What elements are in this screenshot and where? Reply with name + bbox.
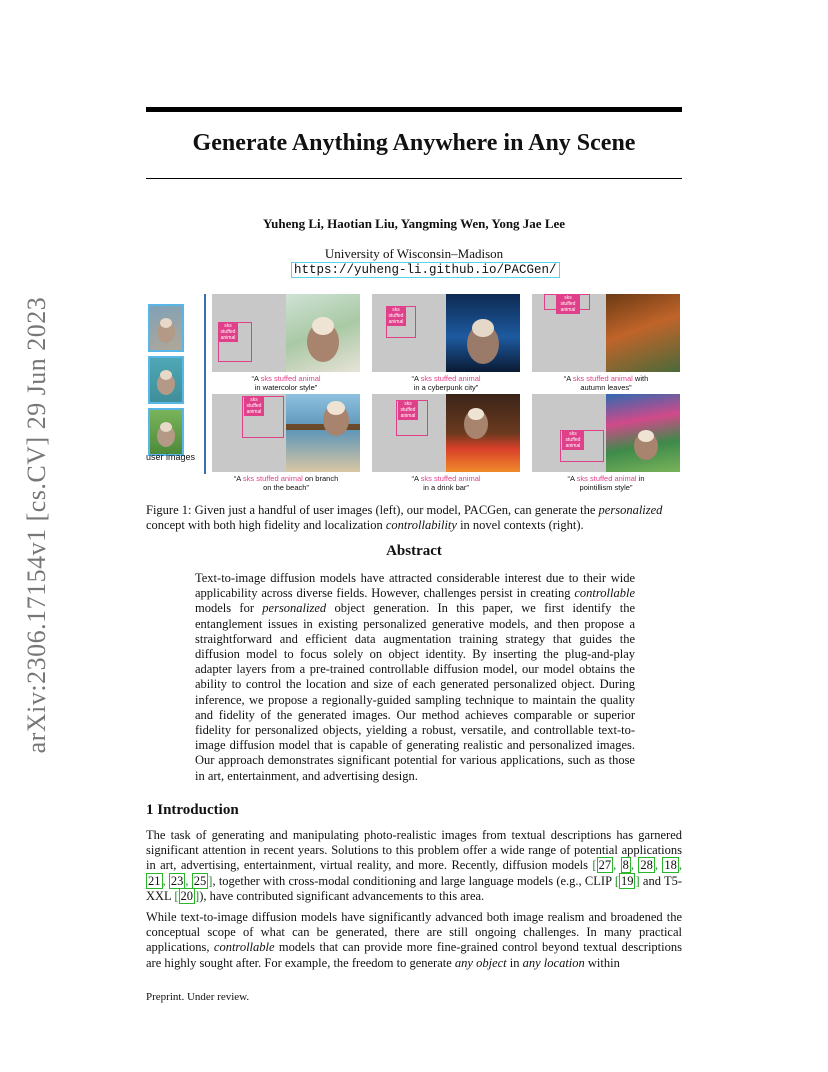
figure-1-caption: Figure 1: Given just a handful of user images (left), our model, PACGen, can generate the personalized concept with both high fidelity and localization controllability in novel contexts (right). <box>146 503 663 532</box>
box-tag: sks stuffed animal <box>398 400 418 420</box>
citation-link[interactable]: 21 <box>148 873 161 888</box>
section-heading-introduction: 1 Introduction <box>146 802 239 818</box>
box-tag: sks stuffed animal <box>386 306 406 326</box>
citation-link[interactable]: 8 <box>622 858 629 873</box>
layout-canvas <box>372 294 446 372</box>
author-list: Yuheng Li, Haotian Liu, Yangming Wen, Yong Jae Lee <box>262 216 566 231</box>
citation-link[interactable]: 19 <box>620 873 634 888</box>
box-tag: sks stuffed animal <box>556 294 580 314</box>
title-top-rule <box>146 107 682 112</box>
figure-caption-text: “A sks stuffed animal in a drink bar” <box>411 474 481 492</box>
box-tag: sks stuffed animal <box>244 396 264 416</box>
figure-cell-autumn <box>532 294 680 394</box>
figure-caption-text: “A sks stuffed animal in pointillism style” <box>567 474 645 492</box>
figure-1 <box>146 294 682 494</box>
citation-link[interactable]: 18 <box>664 858 677 873</box>
sloth-icon <box>446 394 520 472</box>
project-url-link[interactable]: https://yuheng-li.github.io/PACGen/ <box>291 262 560 278</box>
sloth-icon <box>446 294 520 372</box>
abstract-heading: Abstract <box>386 543 442 559</box>
figure-caption-text: “A sks stuffed animal in watercolor style” <box>251 374 321 392</box>
generated-image <box>606 394 680 472</box>
user-image-2 <box>148 356 184 404</box>
citation-link[interactable]: 20 <box>180 888 194 903</box>
figure-cell-pointillism <box>532 394 680 494</box>
citation-link[interactable]: 23 <box>170 873 184 888</box>
citation-link[interactable]: 28 <box>640 858 653 873</box>
figure-cell-watercolor <box>212 294 360 394</box>
sloth-icon <box>150 306 182 350</box>
footer-note: Preprint. Under review. <box>146 991 250 1003</box>
sloth-icon <box>286 294 360 372</box>
generated-image <box>446 294 520 372</box>
citation-group: [ 27 , 8 , 28 , 18 , 21 , 23 , 25 ] <box>148 858 683 888</box>
arxiv-identifier: arXiv:2306.17154v1 [cs.CV] 29 Jun 2023 <box>22 296 51 754</box>
intro-paragraph-2: While text-to-image diffusion models have significantly advanced both image realism and broadened the conceptual scope of what can be generated, there are still ongoing challenges. In many practical applications, controllable models that can provide more fine-grained control beyond textual descriptions are highly sought after. For example, the freedom to generate any object in any location within <box>146 910 682 970</box>
figure-caption-text: “A sks stuffed animal with autumn leaves” <box>563 374 649 392</box>
generated-image <box>606 294 680 372</box>
generated-image <box>286 394 360 472</box>
layout-canvas <box>532 394 606 472</box>
box-tag: sks stuffed animal <box>218 322 238 342</box>
user-images-label: user images <box>146 452 196 462</box>
paper-title: Generate Anything Anywhere in Any Scene <box>192 130 636 156</box>
user-image-3 <box>148 408 184 456</box>
layout-canvas <box>532 294 606 372</box>
generated-image <box>446 394 520 472</box>
figure-cell-cyberpunk <box>372 294 520 394</box>
intro-paragraph-1: The task of generating and manipulating photo-realistic images from textual descriptions has garnered significant attention in recent years. Solutions to this problem offer a wide range of potential applications in art, advertising, entertainment, virtual reality, and more. Recently, diffusion models [ 27 , 8 , 28 , 18 , 21 , 23 , 25 ], together with cross-modal conditioning and large language models (e.g., CLIP [ 19 ] and T5-XXL [ 20 ]), have contributed significant advancements to this area. <box>146 828 683 903</box>
sloth-icon <box>286 394 360 472</box>
figure-caption-text: “A sks stuffed animal on branch on the beach” <box>233 474 339 492</box>
box-tag: sks stuffed animal <box>562 430 584 450</box>
layout-canvas <box>212 394 286 472</box>
figure-caption-text: “A sks stuffed animal in a cyberpunk city” <box>411 374 481 392</box>
user-images-column <box>146 304 200 460</box>
citation-link[interactable]: 25 <box>193 873 207 888</box>
abstract-body: Text-to-image diffusion models have attracted considerable interest due to their wide applicability across diverse fields. However, challenges persist in creating controllable models for personalized object generation. In this paper, we first identify the entanglement issues in existing personalized generative models, and then propose a straightforward and efficient data augmentation training strategy that guides the diffusion model to focus solely on object identity. By inserting the plug-and-play adapter layers from a pre-trained controllable diffusion model, our model obtains the ability to control the location and size of each generated personalized object. During inference, we propose a regionally-guided sampling technique to maintain the quality and fidelity of the generated images. Our method achieves comparable or superior fidelity for personalized objects, yielding a robust, versatile, and controllable text-to-image diffusion model that is capable of generating realistic and personalized images. Our approach demonstrates significant potential for various applications, such as those in art, entertainment, and advertising design. <box>195 571 635 783</box>
user-image-1 <box>148 304 184 352</box>
affiliation: University of Wisconsin–Madison <box>324 246 504 261</box>
sloth-icon <box>150 358 182 402</box>
figure-cell-beach <box>212 394 360 494</box>
layout-canvas <box>212 294 286 372</box>
sloth-icon <box>606 394 680 472</box>
generated-image <box>286 294 360 372</box>
arxiv-sidebar <box>12 290 62 760</box>
figure-cell-drink-bar <box>372 394 520 494</box>
citation-link[interactable]: 27 <box>598 858 612 873</box>
figure-divider <box>204 294 206 474</box>
sloth-icon <box>150 410 182 454</box>
layout-canvas <box>372 394 446 472</box>
title-bottom-rule <box>146 178 682 179</box>
